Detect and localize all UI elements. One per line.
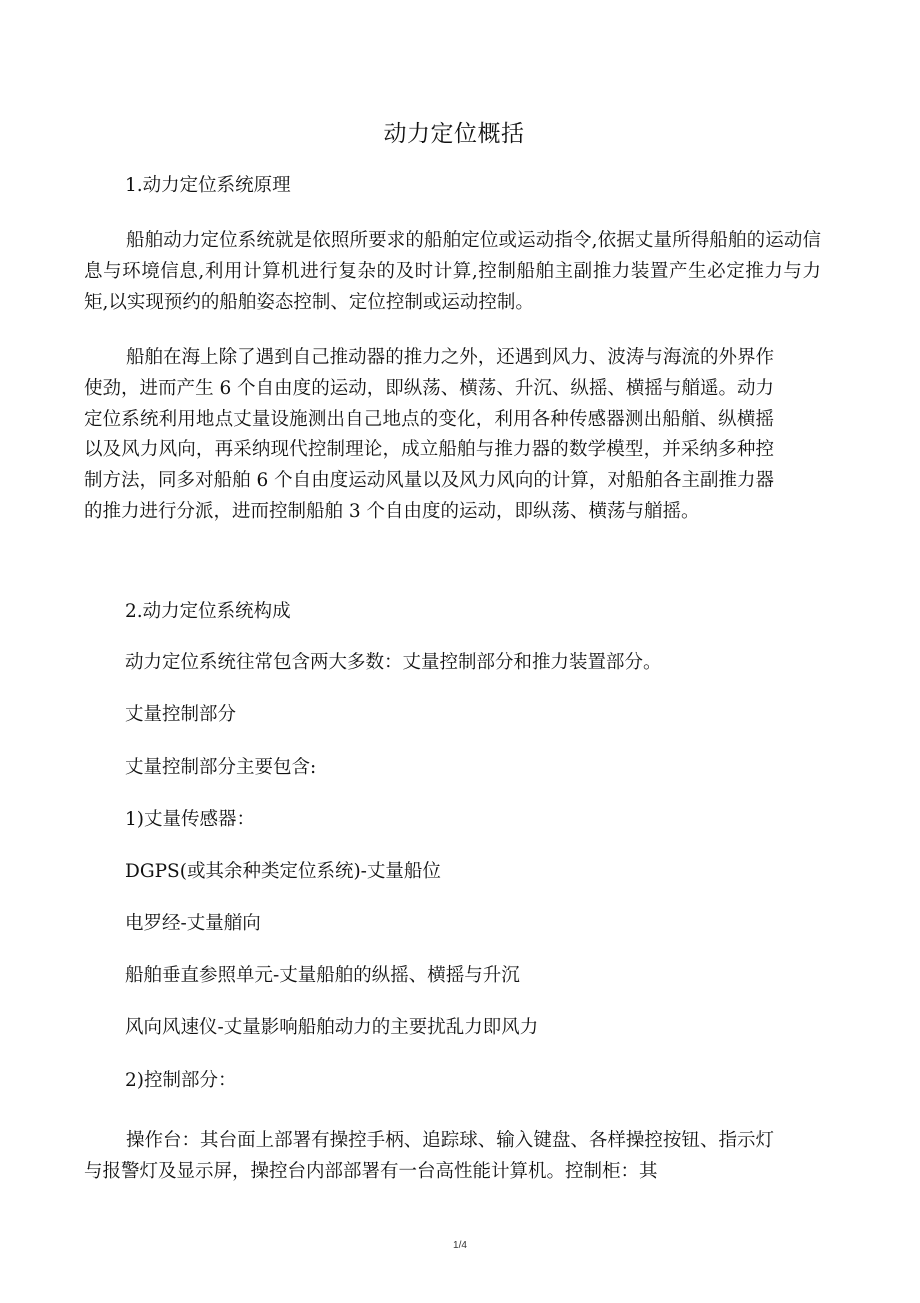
page-number: 1/4 [453,1240,467,1251]
sensor-item-vertical-reference: 船舶垂直参照单元-丈量船舶的纵摇、横摇与升沉 [125,965,520,986]
section-heading-principle: 1.动力定位系统原理 [125,175,291,196]
paragraph-console-description: 操作台：其台面上部署有操控手柄、追踪球、输入键盘、各样操控按钮、指示灯与报警灯及显示屏，操控台内部部署有一台高性能计算机。控制柜：其 [84,1130,774,1182]
measurement-intro: 丈量控制部分主要包含: [125,757,317,778]
sensor-item-gyrocompass: 电罗经-丈量艏向 [125,913,261,934]
sensor-item-dgps: DGPS(或其余种类定位系统)-丈量船位 [125,861,441,882]
subsection-heading-measurement: 丈量控制部分 [125,704,237,725]
section-heading-composition: 2.动力定位系统构成 [125,601,291,622]
list-heading-sensors: 1)丈量传感器： [125,809,255,830]
list-heading-control: 2)控制部分： [125,1070,237,1091]
document-title: 动力定位概括 [383,121,525,147]
paragraph-principle-definition: 船舶动力定位系统就是依照所要求的船舶定位或运动指令,依据丈量所得船舶的运动信息与环境信息,利用计算机进行复杂的及时计算,控制船舶主副推力装置产生必定推力与力矩,以实现预约的船舶姿态控制、定位控制或运动控制。 [84,230,821,313]
sensor-item-wind-sensor: 风向风速仪-丈量影响船舶动力的主要扰乱力即风力 [125,1017,539,1038]
paragraph-principle-detail: 船舶在海上除了遇到自己推动器的推力之外，还遇到风力、波涛与海流的外界作使劲，进而产生 6 个自由度的运动，即纵荡、横荡、升沉、纵摇、横摇与艏遥。动力定位系统利用地点丈量设施测出自己地点的变化，利用各种传感器测出船艏、纵横摇以及风力风向，再采纳现代控制理论，成立船舶与推力器的数学模型，并采纳多种控制方法，同多对船舶 6 个自由度运动风量以及风力风向的计算，对船舶各主副推力器的推力进行分派，进而控制船舶 3 个自由度的运动，即纵荡、横荡与艏摇。 [84,347,774,522]
composition-intro: 动力定位系统往常包含两大多数：丈量控制部分和推力装置部分。 [125,652,662,673]
